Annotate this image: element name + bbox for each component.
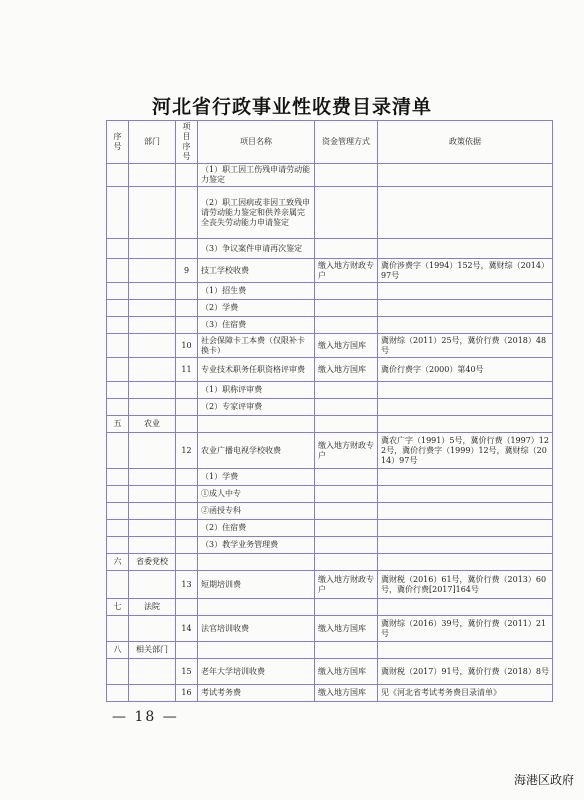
- row-seq: [107, 382, 129, 399]
- row-policy-basis: [378, 469, 553, 486]
- row-dept: [129, 520, 176, 537]
- row-seq: 八: [107, 642, 129, 659]
- page-title: 河北省行政事业性收费目录清单: [151, 96, 432, 118]
- row-item-no: 12: [176, 433, 198, 469]
- row-fund-management: [315, 486, 378, 503]
- row-item-name: [198, 416, 315, 433]
- row-fund-management: [315, 554, 378, 571]
- row-seq: [107, 164, 129, 187]
- row-item-no: [176, 469, 198, 486]
- row-fund-management: [315, 317, 378, 334]
- table-row: [107, 486, 553, 503]
- row-item-no: [176, 283, 198, 300]
- row-item-name: （2）职工因病或非因工致残申请劳动能力鉴定和供养亲属完全丧失劳动能力申请鉴定: [198, 187, 315, 239]
- table-row: [107, 520, 553, 537]
- row-item-name: 技工学校收费: [198, 259, 315, 283]
- row-seq: [107, 317, 129, 334]
- table-row: [107, 571, 553, 599]
- row-policy-basis: [378, 416, 553, 433]
- row-item-no: [176, 187, 198, 239]
- row-fund-management: [315, 300, 378, 317]
- row-policy-basis: [378, 399, 553, 416]
- row-item-no: [176, 317, 198, 334]
- row-item-name: ①成人中专: [198, 486, 315, 503]
- row-item-no: [176, 537, 198, 554]
- row-item-no: 15: [176, 659, 198, 685]
- row-dept: [129, 399, 176, 416]
- row-policy-basis: 冀价行费字（2000）第40号: [378, 358, 553, 382]
- row-item-no: [176, 486, 198, 503]
- row-policy-basis: [378, 599, 553, 616]
- row-policy-basis: [378, 300, 553, 317]
- row-dept: [129, 259, 176, 283]
- table-row: [107, 300, 553, 317]
- row-item-name: [198, 642, 315, 659]
- row-policy-basis: [378, 239, 553, 259]
- row-item-name: （2）专家评审费: [198, 399, 315, 416]
- row-fund-management: [315, 599, 378, 616]
- table-row: [107, 469, 553, 486]
- row-fund-management: [315, 416, 378, 433]
- row-item-no: 14: [176, 616, 198, 642]
- row-fund-management: 缴入地方国库: [315, 358, 378, 382]
- row-item-no: [176, 164, 198, 187]
- row-fund-management: [315, 382, 378, 399]
- row-item-name: 社会保障卡工本费（仅限补卡换卡）: [198, 334, 315, 358]
- row-fund-management: 缴入地方财政专户: [315, 433, 378, 469]
- row-fund-management: [315, 469, 378, 486]
- row-dept: [129, 659, 176, 685]
- table-row: [107, 164, 553, 187]
- row-dept: [129, 187, 176, 239]
- category-row: [107, 416, 553, 433]
- row-dept: 省委党校: [129, 554, 176, 571]
- row-dept: [129, 317, 176, 334]
- row-item-no: [176, 300, 198, 317]
- row-policy-basis: [378, 503, 553, 520]
- row-seq: [107, 187, 129, 239]
- row-seq: [107, 520, 129, 537]
- table-row: [107, 334, 553, 358]
- row-policy-basis: 冀财综（2011）25号，冀价行费（2018）48号: [378, 334, 553, 358]
- row-item-name: （2）住宿费: [198, 520, 315, 537]
- row-item-name: （3）争议案件申请再次鉴定: [198, 239, 315, 259]
- row-dept: [129, 433, 176, 469]
- row-item-no: [176, 239, 198, 259]
- row-seq: 六: [107, 554, 129, 571]
- row-seq: [107, 659, 129, 685]
- row-dept: [129, 358, 176, 382]
- row-seq: [107, 300, 129, 317]
- row-item-name: （1）招生费: [198, 283, 315, 300]
- stamp-label: 海港区政府: [514, 773, 575, 787]
- row-dept: [129, 503, 176, 520]
- row-item-no: [176, 416, 198, 433]
- table-row: [107, 433, 553, 469]
- header-item-name: 项目名称: [198, 121, 315, 164]
- table-header-row: [107, 121, 553, 164]
- row-item-name: 短期培训费: [198, 571, 315, 599]
- table-row: [107, 659, 553, 685]
- row-item-no: [176, 520, 198, 537]
- row-policy-basis: [378, 317, 553, 334]
- row-dept: [129, 283, 176, 300]
- row-item-name: [198, 554, 315, 571]
- page-number: — 18 —: [112, 709, 179, 725]
- row-fund-management: [315, 537, 378, 554]
- row-dept: [129, 486, 176, 503]
- row-item-no: 16: [176, 685, 198, 702]
- row-item-no: 10: [176, 334, 198, 358]
- row-item-name: （1）职称评审费: [198, 382, 315, 399]
- row-seq: 五: [107, 416, 129, 433]
- row-policy-basis: [378, 164, 553, 187]
- row-policy-basis: 冀财税（2016）61号，冀价行费（2013）60号，冀价行费[2017]164号: [378, 571, 553, 599]
- row-fund-management: 缴入地方国库: [315, 616, 378, 642]
- row-fund-management: [315, 642, 378, 659]
- row-policy-basis: [378, 187, 553, 239]
- header-seq: 序号: [107, 121, 129, 164]
- header-dept: 部门: [129, 121, 176, 164]
- row-dept: [129, 164, 176, 187]
- table-row: [107, 503, 553, 520]
- row-dept: [129, 616, 176, 642]
- row-fund-management: 缴入地方国库: [315, 334, 378, 358]
- row-fund-management: [315, 239, 378, 259]
- row-policy-basis: [378, 486, 553, 503]
- row-policy-basis: [378, 554, 553, 571]
- row-policy-basis: [378, 520, 553, 537]
- row-seq: [107, 537, 129, 554]
- row-dept: [129, 537, 176, 554]
- row-policy-basis: 冀农广字（1991）5号，冀价行费（1997）122号，冀价行费字（1999）12号，冀财综（2014）97号: [378, 433, 553, 469]
- row-item-no: 13: [176, 571, 198, 599]
- row-dept: 相关部门: [129, 642, 176, 659]
- table-row: [107, 616, 553, 642]
- row-dept: [129, 382, 176, 399]
- row-seq: [107, 259, 129, 283]
- row-policy-basis: 见《河北省考试考务费目录清单》: [378, 685, 553, 702]
- row-item-name: （2）学费: [198, 300, 315, 317]
- row-item-name: （1）职工因工伤残申请劳动能力鉴定: [198, 164, 315, 187]
- row-fund-management: [315, 503, 378, 520]
- row-policy-basis: [378, 537, 553, 554]
- row-dept: [129, 469, 176, 486]
- row-fund-management: 缴入地方财政专户: [315, 259, 378, 283]
- row-item-no: [176, 599, 198, 616]
- row-policy-basis: 冀财税（2017）91号，冀价行费（2018）8号: [378, 659, 553, 685]
- row-dept: [129, 685, 176, 702]
- row-seq: [107, 433, 129, 469]
- row-seq: [107, 239, 129, 259]
- row-fund-management: [315, 283, 378, 300]
- table-row: [107, 317, 553, 334]
- row-item-no: 11: [176, 358, 198, 382]
- table-row: [107, 399, 553, 416]
- row-seq: [107, 469, 129, 486]
- row-dept: [129, 571, 176, 599]
- row-policy-basis: 冀价涉费字（1994）152号，冀财综（2014）97号: [378, 259, 553, 283]
- row-seq: [107, 571, 129, 599]
- row-fund-management: [315, 187, 378, 239]
- row-seq: 七: [107, 599, 129, 616]
- table-row: [107, 537, 553, 554]
- row-dept: 农业: [129, 416, 176, 433]
- row-seq: [107, 503, 129, 520]
- row-item-no: [176, 382, 198, 399]
- category-row: [107, 554, 553, 571]
- row-dept: 法院: [129, 599, 176, 616]
- table-row: [107, 382, 553, 399]
- row-seq: [107, 685, 129, 702]
- row-policy-basis: [378, 642, 553, 659]
- table-row: [107, 358, 553, 382]
- header-policy-basis: 政策依据: [378, 121, 553, 164]
- row-dept: [129, 239, 176, 259]
- row-policy-basis: 冀财综（2016）39号，冀价行费（2011）21号: [378, 616, 553, 642]
- row-seq: [107, 358, 129, 382]
- row-fund-management: [315, 164, 378, 187]
- row-item-no: 9: [176, 259, 198, 283]
- row-item-no: [176, 642, 198, 659]
- category-row: [107, 599, 553, 616]
- row-item-name: （3）住宿费: [198, 317, 315, 334]
- row-fund-management: [315, 399, 378, 416]
- row-item-name: 老年大学培训收费: [198, 659, 315, 685]
- row-item-no: [176, 399, 198, 416]
- row-seq: [107, 334, 129, 358]
- table-row: [107, 259, 553, 283]
- header-fund-management: 资金管理方式: [315, 121, 378, 164]
- row-policy-basis: [378, 283, 553, 300]
- header-item-no: 项目序号: [176, 121, 198, 164]
- table-row: [107, 283, 553, 300]
- row-item-no: [176, 503, 198, 520]
- row-item-name: 法官培训收费: [198, 616, 315, 642]
- row-item-name: 专业技术职务任职资格评审费: [198, 358, 315, 382]
- row-dept: [129, 300, 176, 317]
- row-item-name: ②函授专科: [198, 503, 315, 520]
- table-row: [107, 685, 553, 702]
- row-item-no: [176, 554, 198, 571]
- table-row: [107, 187, 553, 239]
- row-seq: [107, 486, 129, 503]
- row-dept: [129, 334, 176, 358]
- fee-table: [106, 120, 553, 702]
- category-row: [107, 642, 553, 659]
- row-seq: [107, 616, 129, 642]
- row-item-name: 农业广播电视学校收费: [198, 433, 315, 469]
- row-seq: [107, 283, 129, 300]
- row-fund-management: 缴入地方国库: [315, 685, 378, 702]
- row-fund-management: 缴入地方国库: [315, 659, 378, 685]
- row-fund-management: 缴入地方财政专户: [315, 571, 378, 599]
- row-item-name: （3）教学业务管理费: [198, 537, 315, 554]
- row-fund-management: [315, 520, 378, 537]
- row-item-name: [198, 599, 315, 616]
- row-seq: [107, 399, 129, 416]
- row-item-name: 考试考务费: [198, 685, 315, 702]
- row-policy-basis: [378, 382, 553, 399]
- table-row: [107, 239, 553, 259]
- row-item-name: （1）学费: [198, 469, 315, 486]
